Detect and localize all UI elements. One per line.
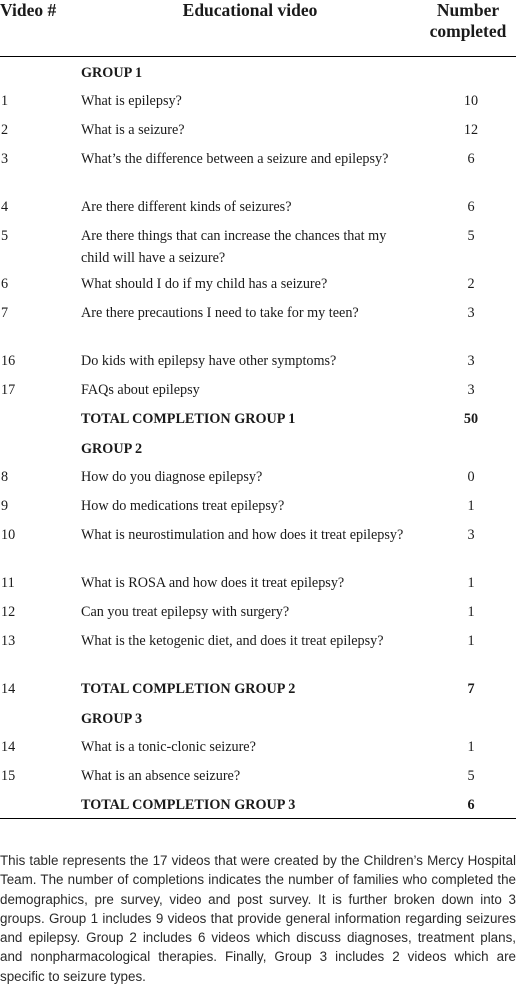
video-number-cell: 13 bbox=[1, 632, 16, 649]
completion-count-cell: 1 bbox=[467, 574, 475, 591]
video-title-cell: How do medications treat epilepsy? bbox=[81, 497, 285, 514]
video-number-cell bbox=[0, 433, 80, 462]
table-header bbox=[0, 0, 516, 57]
video-title-cell: What is epilepsy? bbox=[81, 92, 182, 109]
table-row bbox=[0, 298, 516, 346]
video-number-cell: 12 bbox=[1, 603, 16, 620]
video-title-cell: What should I do if my child has a seizure? bbox=[81, 275, 328, 292]
video-title-cell: GROUP 1 bbox=[81, 65, 143, 81]
completion-count-cell: 12 bbox=[463, 121, 479, 138]
video-title-cell: What is the ketogenic diet, and does it treat epilepsy? bbox=[81, 632, 384, 649]
completion-count-cell: 6 bbox=[467, 150, 475, 167]
completion-count-cell: 2 bbox=[467, 275, 475, 292]
video-number-cell: 11 bbox=[1, 574, 15, 591]
completion-count-cell: 6 bbox=[467, 796, 475, 813]
video-title-cell: Do kids with epilepsy have other symptoms? bbox=[81, 352, 337, 369]
video-number-cell: 14 bbox=[1, 738, 16, 755]
completion-count-cell bbox=[420, 433, 516, 462]
video-number-cell: 6 bbox=[1, 275, 9, 292]
table-row bbox=[0, 269, 516, 298]
video-number-cell bbox=[0, 790, 80, 819]
video-title-cell: TOTAL COMPLETION GROUP 2 bbox=[81, 680, 296, 697]
video-number-cell: 4 bbox=[1, 198, 9, 215]
table-row bbox=[0, 192, 516, 221]
header-row bbox=[0, 0, 516, 57]
completion-count-cell bbox=[420, 57, 516, 86]
video-title-cell: What is neurostimulation and how does it treat epilepsy? bbox=[81, 526, 404, 543]
video-title-cell: What is a tonic-clonic seizure? bbox=[81, 738, 256, 755]
video-title-cell: TOTAL COMPLETION GROUP 3 bbox=[81, 796, 296, 813]
completion-count-cell: 10 bbox=[463, 92, 479, 109]
header-number-completed: Number completed bbox=[429, 0, 507, 41]
table-row bbox=[0, 732, 516, 761]
video-number-cell bbox=[0, 703, 80, 732]
completion-count-cell: 1 bbox=[467, 603, 475, 620]
completion-count-cell: 5 bbox=[467, 227, 475, 244]
total-row bbox=[0, 790, 516, 819]
video-number-cell: 14 bbox=[1, 680, 16, 697]
completion-count-cell: 1 bbox=[467, 632, 475, 649]
table-row bbox=[0, 115, 516, 144]
table-row bbox=[0, 375, 516, 404]
table-row bbox=[0, 568, 516, 597]
video-title-cell: Can you treat epilepsy with surgery? bbox=[81, 603, 290, 620]
completion-count-cell: 0 bbox=[467, 468, 475, 485]
video-number-cell: 17 bbox=[1, 381, 16, 398]
header-video-number: Video # bbox=[0, 0, 57, 20]
group-header-row bbox=[0, 433, 516, 462]
completion-count-cell: 7 bbox=[467, 680, 475, 697]
video-title-cell: GROUP 3 bbox=[81, 710, 143, 727]
completion-count-cell: 3 bbox=[467, 352, 475, 369]
table-row bbox=[0, 144, 516, 192]
video-number-cell: 10 bbox=[1, 526, 16, 543]
completion-count-cell: 6 bbox=[467, 198, 475, 215]
table-row bbox=[0, 86, 516, 115]
table-row bbox=[0, 221, 516, 269]
video-title-cell: What’s the difference between a seizure and epilepsy? bbox=[81, 150, 389, 167]
video-title-cell: Are there precautions I need to take for my teen? bbox=[81, 304, 359, 321]
video-number-cell: 7 bbox=[1, 304, 9, 321]
video-number-cell: 5 bbox=[1, 227, 9, 244]
total-row bbox=[0, 404, 516, 433]
video-number-cell: 8 bbox=[1, 468, 9, 485]
table-row bbox=[0, 346, 516, 375]
completion-count-cell: 50 bbox=[463, 410, 479, 427]
header-educational-video: Educational video bbox=[182, 0, 318, 20]
completion-count-cell: 5 bbox=[467, 767, 475, 784]
video-number-cell: 1 bbox=[1, 92, 9, 109]
video-title-cell: What is an absence seizure? bbox=[81, 767, 241, 784]
table-row bbox=[0, 462, 516, 491]
table-row bbox=[0, 626, 516, 674]
table-row bbox=[0, 761, 516, 790]
video-number-cell: 9 bbox=[1, 497, 9, 514]
table-row bbox=[0, 520, 516, 568]
video-title-cell: What is a seizure? bbox=[81, 121, 185, 138]
video-title-cell: GROUP 2 bbox=[81, 440, 143, 457]
video-number-cell: 2 bbox=[1, 121, 9, 138]
video-title-cell: TOTAL COMPLETION GROUP 1 bbox=[81, 410, 296, 427]
completion-count-cell: 1 bbox=[467, 497, 475, 514]
table-row bbox=[0, 491, 516, 520]
video-title-cell: How do you diagnose epilepsy? bbox=[81, 468, 263, 485]
completion-count-cell: 3 bbox=[467, 304, 475, 321]
video-number-cell: 15 bbox=[1, 767, 16, 784]
table-footnote: This table represents the 17 videos that were created by the Children’s Mercy Hospital Team. The number of completions indicates the number of families who completed the demographics, pre survey, video and post survey. It is further broken down into 3 groups. Group 1 includes 9 videos that provide general information regarding seizures and epilepsy. Group 2 includes 6 videos which discuss diagnoses, treatment plans, and nonpharmacological therapies. Finally, Group 3 includes 2 videos which are specific to seizure types. bbox=[0, 853, 516, 984]
completion-count-cell: 1 bbox=[467, 738, 475, 755]
video-title-cell: Are there things that can increase the chances that my child will have a seizure? bbox=[81, 227, 387, 266]
total-row bbox=[0, 674, 516, 703]
video-title-cell: Are there different kinds of seizures? bbox=[81, 198, 292, 215]
completion-count-cell bbox=[420, 703, 516, 732]
video-number-cell bbox=[0, 404, 80, 433]
video-title-cell: What is ROSA and how does it treat epilepsy? bbox=[81, 574, 345, 591]
group-header-row bbox=[0, 703, 516, 732]
completion-count-cell: 3 bbox=[467, 526, 475, 543]
video-number-cell: 3 bbox=[1, 150, 9, 167]
group-header-row bbox=[0, 57, 516, 86]
video-title-cell: FAQs about epilepsy bbox=[81, 381, 200, 398]
video-number-cell: 16 bbox=[1, 352, 16, 369]
table-row bbox=[0, 597, 516, 626]
table-body bbox=[0, 57, 516, 819]
video-number-cell bbox=[0, 57, 80, 86]
completion-count-cell: 3 bbox=[467, 381, 475, 398]
